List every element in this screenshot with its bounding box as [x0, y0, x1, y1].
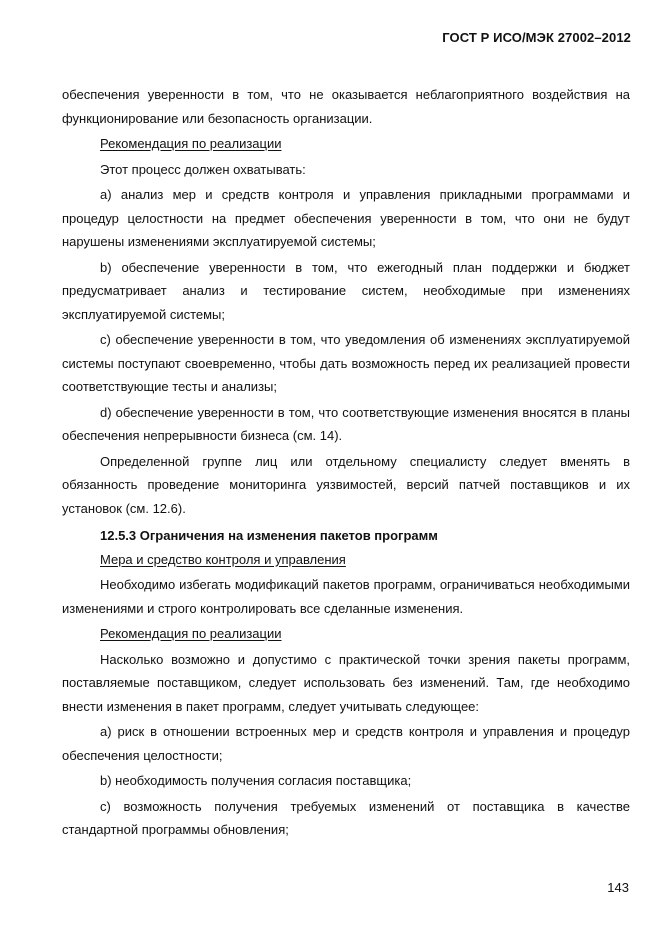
list-item-a-2: a) риск в отношении встроенных мер и средств контроля и управления и процедур обеспечения целостности;: [62, 724, 630, 763]
document-body: [62, 83, 630, 842]
subheading-control: Мера и средство контроля и управления: [100, 551, 346, 567]
page-number: 143: [607, 880, 629, 895]
paragraph-control: Необходимо избегать модификаций пакетов программ, ограничиваться необходимыми изменениями и строго контролировать все сделанные изменения.: [62, 577, 630, 616]
standard-header: ГОСТ Р ИСО/МЭК 27002–2012: [442, 30, 631, 45]
list-item-b: b) обеспечение уверенности в том, что ежегодный план поддержки и бюджет предусматривает анализ и тестирование систем, необходимые при изменениях эксплуатируемой системы;: [62, 259, 630, 322]
subheading-implementation-guidance: Рекомендация по реализации: [100, 136, 282, 151]
paragraph-process-intro: Этот процесс должен охватывать:: [100, 161, 306, 177]
list-item-c-2: c) возможность получения требуемых изменений от поставщика в качестве стандартной программы обновления;: [62, 798, 630, 837]
list-item-c: c) обеспечение уверенности в том, что уведомления об изменениях эксплуатируемой системы поступают своевременно, чтобы дать возможность перед их реализацией провести соответствующие тесты и анализы;: [62, 332, 630, 394]
list-item-b-2: b) необходимость получения согласия поставщика;: [100, 773, 412, 788]
list-item-a: a) анализ мер и средств контроля и управления прикладными программами и процедур целостности на предмет обеспечения уверенности в том, что они не будут нарушены изменениями эксплуатируемой системы;: [62, 187, 630, 249]
paragraph-guidance: Насколько возможно и допустимо с практической точки зрения пакеты программ, поставляемые поставщиком, следует использовать без изменений. Там, где необходимо внести изменения в пакет программ, следует учитывать следующее:: [62, 651, 630, 714]
paragraph-continuation: обеспечения уверенности в том, что не оказывается неблагоприятного воздействия на функционирование или безопасность организации.: [62, 87, 630, 126]
subheading-implementation-guidance-2: Рекомендация по реализации: [100, 626, 282, 641]
paragraph-monitoring: Определенной группе лиц или отдельному специалисту следует вменять в обязанность проведение мониторинга уязвимостей, версий патчей поставщиков и их установок (см. 12.6).: [62, 453, 630, 516]
section-heading-12-5-3: 12.5.3 Ограничения на изменения пакетов программ: [100, 528, 438, 543]
list-item-d: d) обеспечение уверенности в том, что соответствующие изменения вносятся в планы обеспечения непрерывности бизнеса (см. 14).: [62, 404, 630, 443]
